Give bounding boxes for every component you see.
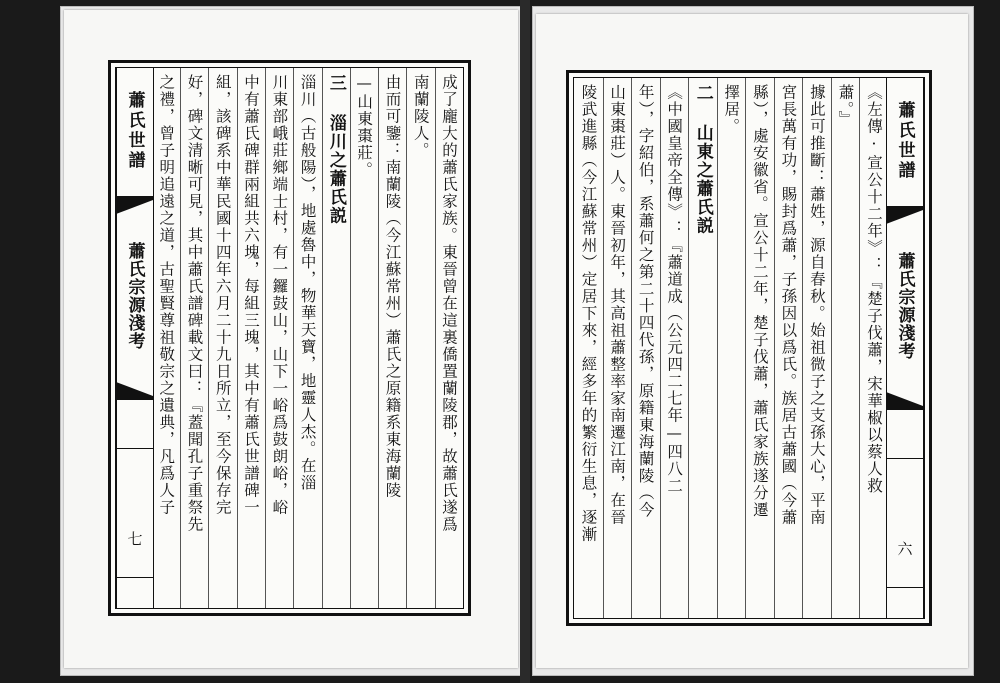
series-title: 蕭氏世譜 [124,91,145,171]
text-column: 組，該碑系中華民國十四年六月二十九日所立，至今保存完 [208,68,236,608]
text-column: 南蘭陵人。 [406,68,434,608]
text-column: 據此可推斷：蕭姓，源自春秋。始祖微子之支孫大心，平南 [802,78,831,618]
text-column: 縣），處安徽省。宣公十二年，楚子伐蕭，蕭氏家族遂分遷 [745,78,774,618]
right-page [536,14,968,668]
right-header-band [886,78,924,618]
band-marker-icon [116,382,153,396]
text-column: 山東棗莊）人。東晉初年，其高祖蕭整率家南遷江南，在晉 [603,78,632,618]
page-number: 七 [125,530,144,546]
page-number: 六 [895,540,914,556]
left-page [64,10,518,668]
text-column: 淄川（古般陽），地處魯中，物華天寶，地靈人杰。在淄 [293,68,321,608]
chapter-title: 蕭氏宗源淺考 [124,241,145,350]
book-spine [520,0,530,683]
left-text-columns [152,68,463,608]
text-column: 由而可鑒：南蘭陵（今江蘇常州）蕭氏之原籍系東海蘭陵 [378,68,406,608]
series-title: 蕭氏世譜 [894,101,915,181]
text-column: 中有蕭氏碑群兩組共六塊，每組三塊，其中有蕭氏世譜碑一 [237,68,265,608]
text-column: 蕭。』 [831,78,860,618]
right-page-frame [566,70,932,626]
left-header-band [116,68,154,608]
text-column: 宮長萬有功，賜封爲蕭，子孫因以爲氏。族居古蕭國（今蕭 [774,78,803,618]
text-column: 川東部峨莊鄉端士村，有一鑼鼓山，山下一峪爲鼓朗峪，峪 [265,68,293,608]
band-marker-icon [116,200,153,214]
text-column: 之禮，曾子明追遠之道，古聖賢尊祖敬宗之遺典，凡爲人子 [157,74,176,516]
text-column: 陵武進縣（今江蘇常州）定居下來，經多年的繁衍生息，逐漸 [579,84,598,543]
section-heading: 二 山東之蕭氏説 [688,78,717,618]
text-column: 好，碑文清晰可見，其中蕭氏譜碑載文曰：『蓋聞孔子重祭先 [180,68,208,608]
left-page-frame [108,60,471,616]
text-column: 《中國皇帝全傳》：『蕭道成（公元四二七年—四八二 [660,78,689,618]
text-column: 成了龐大的蕭氏家族。東晉曾在這裏僑置蘭陵郡，故蕭氏遂爲 [435,68,463,608]
band-marker-icon [886,210,923,224]
text-column: 年），字紹伯，系蕭何之第二十四代孫，原籍東海蘭陵（今 [631,78,660,618]
section-heading: 三 淄川之蕭氏説 [322,68,350,608]
band-marker-icon [886,392,923,406]
text-column: 擇居。 [717,78,746,618]
chapter-title: 蕭氏宗源淺考 [894,251,915,360]
right-text-columns [574,78,888,618]
text-column: —山東棗莊。 [350,68,378,608]
text-column: 《左傳·宣公十二年》：『楚子伐蕭，宋華椒以蔡人救 [859,78,888,618]
